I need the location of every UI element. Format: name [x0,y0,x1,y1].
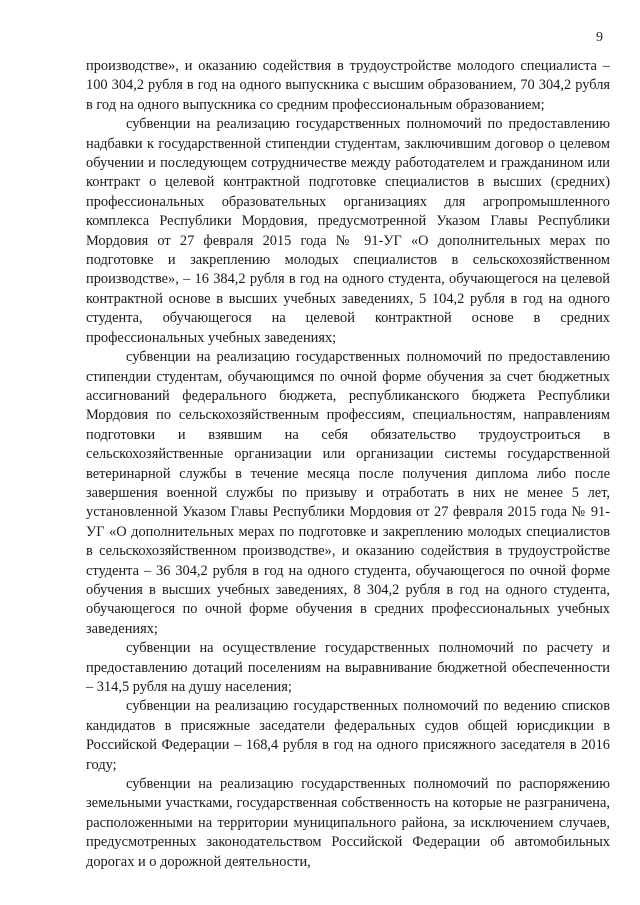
paragraph-continuation: производстве», и оказанию содействия в трудоустройстве молодого специалиста – 100 304,2 рубля в год на одного выпускника с высшим образованием, 70 304,2 рубля в год на одного выпускника со средним профессиональным образованием; [86,58,610,113]
paragraph-jury-lists: субвенции на реализацию государственных полномочий по ведению списков кандидатов в присяжные заседатели федеральных судов общей юрисдикции в Российской Федерации – 168,4 рубля в год на одного присяжного заседателя в 2016 году; [86,698,610,773]
paragraph-land-plots: субвенции на реализацию государственных полномочий по распоряжению земельными участками, государственная собственность на которые не разграничена, расположенными на территории муниципального района, за исключением случаев, предусмотренных законодательством Российской Федерации об автомобильных дорогах и о дорожной деятельности, [86,776,610,870]
paragraph-student-stipend: субвенции на реализацию государственных полномочий по предоставлению стипендии студентам, обучающимся по очной форме обучения за счет бюджетных ассигнований федерального бюджета, республиканского бюджета Республики Мордовия по сельскохозяйственным профессиям, специальностям, направлениям подготовки и взявшим на себя обязательство трудоустроиться в сельскохозяйственные организации или организации системы государственной ветеринарной службы в течение месяца после получения диплома либо после завершения военной службы по призыву и отработать в них не менее 5 лет, установленной Указом Главы Республики Мордовия от 27 февраля 2015 года № 91-УГ «О дополнительных мерах по подготовке и закреплению молодых специалистов в сельскохозяйственном производстве», и оказанию содействия в трудоустройстве студента – 36 304,2 рубля в год на одного студента, обучающегося по очной форме обучения в высших учебных заведениях, 8 304,2 рубля в год на одного студента, обучающегося по очной форме обучения в средних профессиональных учебных заведениях; [86,349,610,637]
paragraph-equalization-grants: субвенции на осуществление государственных полномочий по расчету и предоставлению дотаций поселениям на выравнивание бюджетной обеспеченности – 314,5 рубля на душу населения; [86,640,610,695]
document-body [86,57,610,872]
page-number: 9 [596,30,603,45]
paragraph-stipend-supplement: субвенции на реализацию государственных полномочий по предоставлению надбавки к государственной стипендии студентам, заключившим договор о целевом обучении и последующем сотрудничестве между работодателем и гражданином или контракт о целевой контрактной подготовке специалистов в высших (средних) профессиональных образовательных организациях для агропромышленного комплекса Республики Мордовия, предусмотренной Указом Главы Республики Мордовия от 27 февраля 2015 года № 91-УГ «О дополнительных мерах по подготовке и закреплению молодых специалистов в сельскохозяйственном производстве», – 16 384,2 рубля в год на одного студента, обучающегося на целевой контрактной основе в высших учебных заведениях, 5 104,2 рубля в год на одного студента, обучающегося на целевой контрактной основе в средних профессиональных учебных заведениях; [86,116,610,346]
